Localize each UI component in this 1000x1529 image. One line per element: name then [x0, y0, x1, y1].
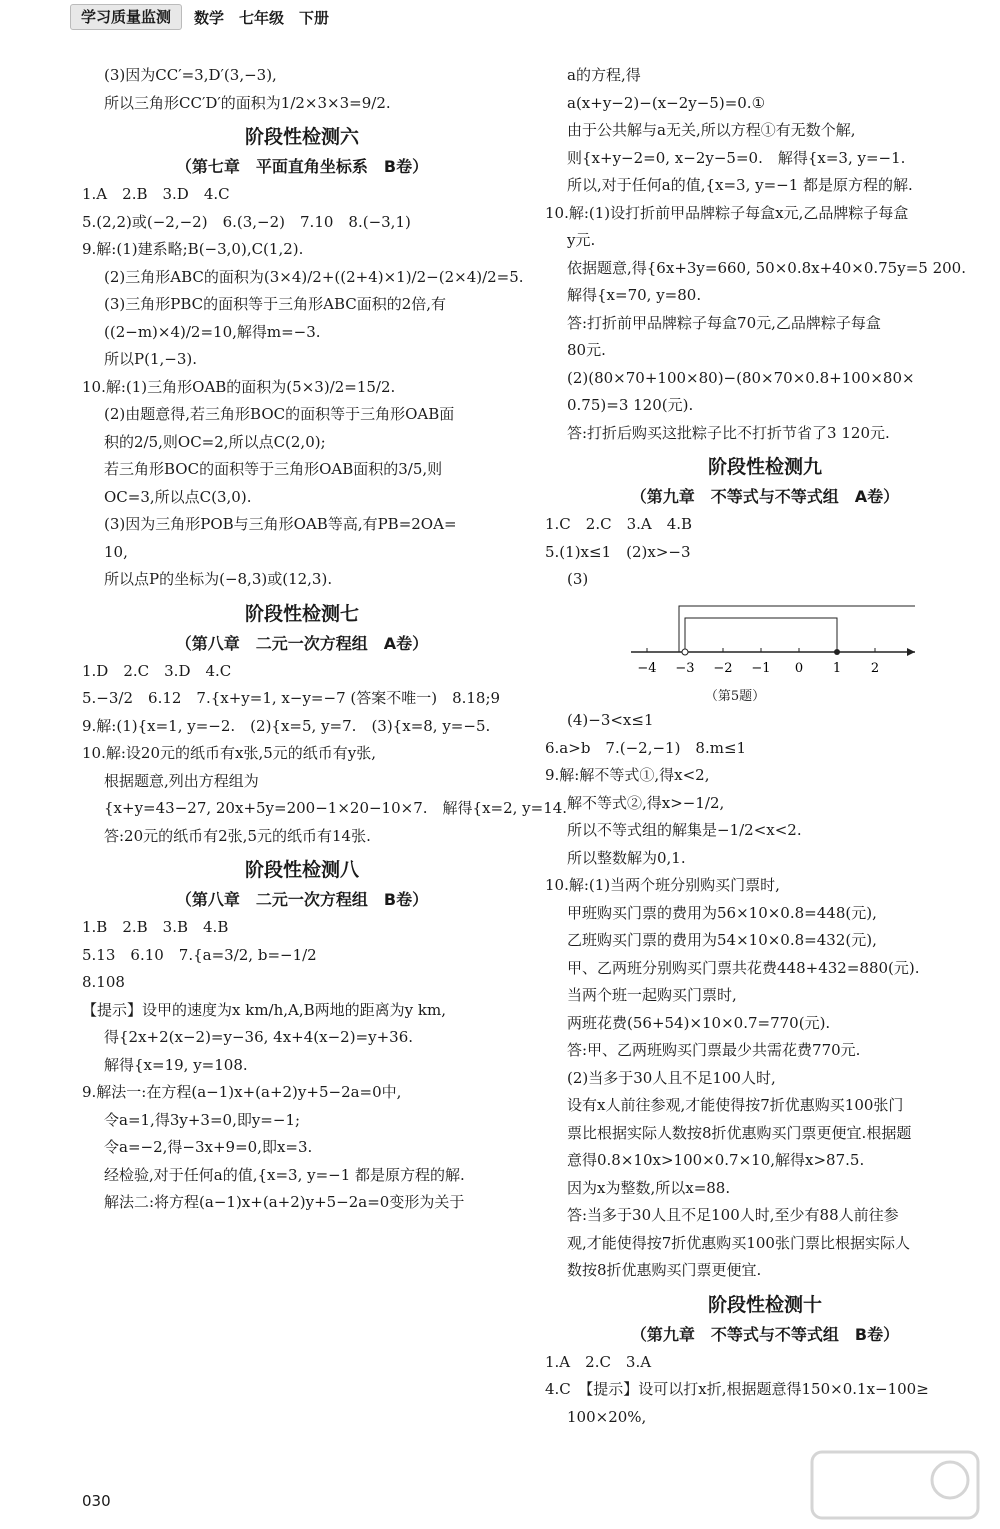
tick-label: −1: [751, 660, 771, 676]
answer-line: (2)(80×70+100×80)−(80×70×0.8+100×80×: [567, 368, 915, 387]
answer-line: 0.75)=3 120(元).: [567, 396, 694, 414]
answer-line: 因为x为整数,所以x=88.: [567, 1178, 731, 1197]
section-subtitle: （第八章 二元一次方程组 A卷）: [175, 633, 429, 653]
answer-line: 5.(1)x≤1 (2)x>−3: [545, 542, 691, 561]
answer-line: (3)因为三角形POB与三角形OAB等高,有PB=2OA=: [104, 515, 457, 533]
answer-line: 9.解法一:在方程(a−1)x+(a+2)y+5−2a=0中,: [82, 1083, 402, 1101]
answer-line: 1.A 2.C 3.A: [545, 1352, 652, 1371]
answer-line: (3)因为CC′=3,D′(3,−3),: [104, 66, 277, 84]
watermark-logo: [810, 1450, 980, 1520]
answer-line: 所以三角形CC′D′的面积为1/2×3×3=9/2.: [104, 93, 391, 112]
section-subtitle: （第九章 不等式与不等式组 B卷）: [630, 1324, 900, 1344]
left-column: [82, 62, 568, 1217]
answer-line: 9.解:解不等式①,得x<2,: [545, 766, 710, 784]
tick-label: −3: [675, 660, 695, 676]
answer-line: 令a=1,得3y+3=0,即y=−1;: [104, 1110, 301, 1129]
answer-line: y元.: [567, 231, 596, 249]
solution-bracket-x-gt-neg3: [679, 606, 915, 652]
answer-line: 若三角形BOC的面积等于三角形OAB面积的3/5,则: [104, 460, 443, 478]
answer-line: 所以不等式组的解集是−1/2<x<2.: [567, 821, 802, 839]
answer-line: 票比根据实际人数按8折优惠购买门票更便宜.根据题: [567, 1123, 912, 1142]
section-heading: 阶段性检测九: [707, 456, 822, 478]
answer-line: (2)三角形ABC的面积为(3×4)/2+((2+4)×1)/2−(2×4)/2=5.: [104, 267, 524, 286]
answer-line: 甲、乙两班分别购买门票共花费448+432=880(元).: [567, 958, 920, 977]
answer-line: 1.A 2.B 3.D 4.C: [82, 185, 230, 203]
tick-label: 2: [870, 660, 880, 676]
answer-line: 8.108: [82, 973, 125, 991]
answer-line: a(x+y−2)−(x−2y−5)=0.①: [567, 93, 766, 112]
section-subtitle: （第九章 不等式与不等式组 A卷）: [630, 487, 900, 506]
number-line: [623, 600, 923, 678]
subject-label: 数学 七年级 下册: [194, 8, 330, 27]
answer-line: 所以整数解为0,1.: [567, 848, 686, 867]
answer-line: 得{2x+2(x−2)=y−36, 4x+4(x−2)=y+36.: [104, 1028, 414, 1046]
figure-caption: （第5题）: [704, 689, 766, 704]
answer-line: 答:20元的纸币有2张,5元的纸币有14张.: [104, 826, 371, 845]
answer-line: 依据题意,得{6x+3y=660, 50×0.8x+40×0.75y=5 200.: [567, 258, 966, 277]
answer-line: 1.D 2.C 3.D 4.C: [82, 661, 232, 680]
answer-line: (2)当多于30人且不足100人时,: [567, 1068, 776, 1087]
section-subtitle: （第八章 二元一次方程组 B卷）: [175, 890, 429, 909]
section-heading: 阶段性检测十: [707, 1293, 822, 1316]
answer-line: 乙班购买门票的费用为54×10×0.8=432(元),: [567, 931, 877, 949]
answer-line: OC=3,所以点C(3,0).: [104, 487, 252, 506]
answer-line: 10,: [104, 542, 128, 561]
answer-line: 当两个班一起购买门票时,: [567, 986, 737, 1004]
answer-line: 观,才能使得按7折优惠购买100张门票比根据实际人: [567, 1233, 910, 1252]
answer-line: 设有x人前往参观,才能使得按7折优惠购买100张门: [567, 1096, 904, 1114]
answer-line: 【提示】设甲的速度为x km/h,A,B两地的距离为y km,: [82, 1000, 446, 1019]
answer-line: 1.B 2.B 3.B 4.B: [82, 918, 229, 936]
answer-line: 所以P(1,−3).: [104, 350, 197, 368]
answer-line: 两班花费(56+54)×10×0.7=770(元).: [567, 1013, 831, 1032]
answer-line: (2)由题意得,若三角形BOC的面积等于三角形OAB面: [104, 405, 455, 423]
answer-line: 甲班购买门票的费用为56×10×0.8=448(元),: [567, 903, 877, 922]
answer-line: 5.−3/2 6.12 7.{x+y=1, x−y=−7 (答案不唯一) 8.18;9: [82, 689, 501, 707]
answer-line: 6.a>b 7.(−2,−1) 8.m≤1: [545, 738, 747, 757]
answer-line: ((2−m)×4)/2=10,解得m=−3.: [104, 322, 321, 341]
answer-line: 答:打折后购买这批粽子比不打折节省了3 120元.: [567, 423, 890, 442]
answer-line: 则{x+y−2=0, x−2y−5=0. 解得{x=3, y=−1.: [567, 148, 906, 167]
answer-line: 10.解:(1)三角形OAB的面积为(5×3)/2=15/2.: [82, 377, 396, 396]
answer-line: (3)三角形PBC的面积等于三角形ABC面积的2倍,有: [104, 295, 447, 313]
answer-line: 答:甲、乙两班购买门票最少共需花费770元.: [567, 1041, 861, 1059]
answer-line: 9.解:(1)建系略;B(−3,0),C(1,2).: [82, 240, 304, 258]
section-heading: 阶段性检测六: [244, 126, 359, 148]
series-brand: 学习质量监测: [70, 4, 182, 30]
answer-line: 根据题意,列出方程组为: [104, 771, 259, 790]
answer-line: 9.解:(1){x=1, y=−2. (2){x=5, y=7. (3){x=8, y=−5.: [82, 716, 491, 735]
answer-line: 积的2/5,则OC=2,所以点C(2,0);: [104, 432, 326, 451]
answer-line: 所以,对于任何a的值,{x=3, y=−1 都是原方程的解.: [567, 176, 913, 194]
answer-line: {x+y=43−27, 20x+5y=200−1×20−10×7. 解得{x=2, y=14.: [104, 799, 568, 817]
closed-point: [834, 649, 840, 655]
answer-line: 100×20%,: [567, 1407, 647, 1426]
answer-line: 答:当多于30人且不足100人时,至少有88人前往参: [567, 1206, 899, 1224]
answer-line: 经检验,对于任何a的值,{x=3, y=−1 都是原方程的解.: [104, 1165, 465, 1184]
answer-line: 5.(2,2)或(−2,−2) 6.(3,−2) 7.10 8.(−3,1): [82, 212, 411, 231]
answer-line: 解不等式②,得x>−1/2,: [567, 793, 725, 812]
answer-line: (3): [567, 570, 589, 588]
answer-line: 4.C 【提示】设可以打x折,根据题意得150×0.1x−100≥: [545, 1380, 929, 1398]
answer-line: 10.解:设20元的纸币有x张,5元的纸币有y张,: [82, 744, 377, 762]
section-heading: 阶段性检测七: [244, 602, 359, 625]
tick-label: −4: [637, 660, 657, 676]
answer-line: 解得{x=70, y=80.: [567, 286, 702, 304]
answer-line: a的方程,得: [567, 66, 641, 84]
answer-line: 1.C 2.C 3.A 4.B: [545, 515, 693, 533]
tick-label: 0: [794, 660, 804, 676]
section-heading: 阶段性检测八: [244, 859, 359, 881]
section-subtitle: （第七章 平面直角坐标系 B卷）: [175, 157, 429, 176]
answer-line: 解得{x=19, y=108.: [104, 1055, 248, 1074]
answer-line: 答:打折前甲品牌粽子每盒70元,乙品牌粽子每盒: [567, 313, 881, 332]
answer-line: 数按8折优惠购买门票更便宜.: [567, 1261, 762, 1279]
solution-bracket-x-le-1: [685, 618, 837, 652]
answer-line: (4)−3<x≤1: [567, 711, 654, 729]
tick-label: 1: [832, 660, 842, 676]
answer-line: 10.解:(1)当两个班分别购买门票时,: [545, 876, 780, 894]
page-number: 030: [82, 1492, 111, 1510]
answer-line: 80元.: [567, 341, 606, 359]
answer-line: 解法二:将方程(a−1)x+(a+2)y+5−2a=0变形为关于: [104, 1193, 465, 1211]
page-header: [70, 4, 329, 30]
axis-arrow: [907, 648, 915, 656]
open-point: [682, 649, 688, 655]
answer-line: 所以点P的坐标为(−8,3)或(12,3).: [104, 570, 333, 588]
answer-line: 令a=−2,得−3x+9=0,即x=3.: [104, 1138, 313, 1156]
answer-line: 意得0.8×10x>100×0.7×10,解得x>87.5.: [567, 1151, 865, 1169]
right-column: [545, 62, 985, 1431]
answer-line: 5.13 6.10 7.{a=3/2, b=−1/2: [82, 945, 317, 964]
tick-label: −2: [713, 660, 733, 676]
number-line-figure: [545, 594, 985, 708]
answer-line: 10.解:(1)设打折前甲品牌粽子每盒x元,乙品牌粽子每盒: [545, 203, 909, 222]
answer-line: 由于公共解与a无关,所以方程①有无数个解,: [567, 121, 856, 139]
